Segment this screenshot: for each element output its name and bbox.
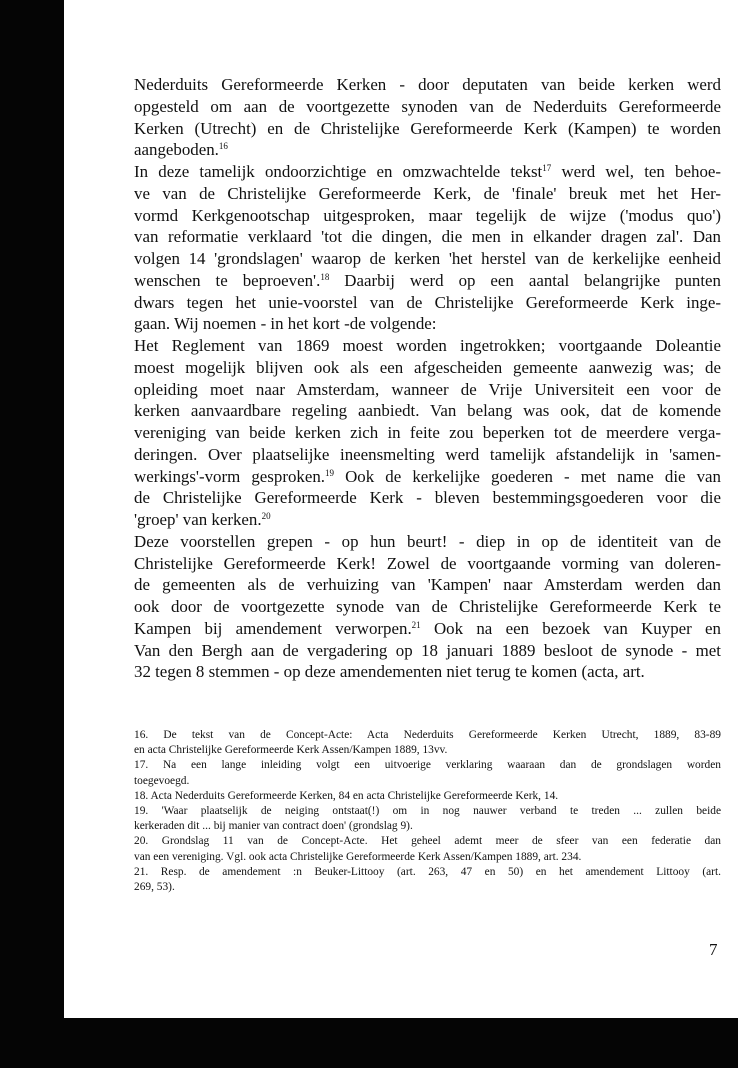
footnote-line: 19. 'Waar plaatselijk de neiging ontstaat(!) om in nog nauwer verband te treden ... zullen beide: [134, 804, 721, 817]
footnote-ref: 21: [411, 619, 421, 630]
footnote-line: van een vereniging. Vgl. ook acta Christelijke Gereformeerde Kerk Assen/Kampen 1889, art. 234.: [134, 850, 582, 863]
body-line: dwars tegen het unie-voorstel van de Christelijke Gereformeerde Kerk inge-: [134, 292, 721, 312]
body-line: aangeboden.$^{16}$: [134, 140, 228, 160]
body-line: wenschen te beproeven'.$^{18}$ Daarbij werd op een aantal belangrijke punten: [134, 270, 721, 290]
body-line: Nederduits Gereformeerde Kerken - door deputaten van beide kerken werd: [134, 75, 721, 94]
body-line: ve van de Christelijke Gereformeerde Kerk, de 'finale' breuk met het Her-: [134, 183, 721, 203]
body-line: moest mogelijk blijven ook als een afgescheiden gemeente aanwezig was; de: [134, 357, 721, 377]
body-line: Kerken (Utrecht) en de Christelijke Gereformeerde Kerk (Kampen) te worden: [134, 118, 721, 138]
footnote-line: 21. Resp. de amendement :n Beuker-Littooy (art. 263, 47 en 50) en het amendement Littooy (art.: [134, 865, 721, 878]
footnote-ref: 16: [218, 141, 228, 152]
body-line: volgen 14 'grondslagen' waarop de kerken 'het herstel van de kerkelijke eenheid: [134, 249, 721, 268]
body-text: [134, 74, 721, 683]
body-line: Deze voorstellen grepen - op hun beurt! - diep in op de identiteit van de: [134, 531, 721, 551]
page-number: 7: [709, 940, 718, 959]
document-page: [64, 0, 738, 1018]
footnote-line: 20. Grondslag 11 van de Concept-Acte. Het geheel ademt meer de sfeer van een federatie dan: [134, 835, 721, 848]
scan-border-left: [0, 0, 64, 1068]
body-line: Christelijke Gereformeerde Kerk! Zowel de voortgaande vorming van doleren-: [134, 553, 721, 573]
footnote-ref: 19: [325, 467, 334, 478]
footnote-line: 17. Na een lange inleiding volgt een uitvoerige verklaring waaraan dan de grondslagen worden: [134, 759, 721, 772]
body-line: vormd Kerkgenootschap uitgesproken, maar tegelijk de wijze ('modus quo'): [134, 205, 721, 225]
footnote-line: 18. Acta Nederduits Gereformeerde Kerken, 84 en acta Christelijke Gereformeerde Kerk, 14.: [134, 789, 559, 802]
body-line: Het Reglement van 1869 moest worden ingetrokken; voortgaande Doleantie: [134, 336, 721, 355]
body-line: 'groep' van kerken.$^{20}$: [134, 510, 271, 529]
body-line: kerken aanvaardbare regeling aanbiedt. Van belang was ook, dat de komende: [134, 401, 721, 421]
body-line: werkings'-vorm gesproken.$^{19}$ Ook de kerkelijke goederen - met name die van: [134, 466, 722, 486]
footnote-line: toegevoegd.: [134, 774, 190, 787]
body-line: gaan. Wij noemen - in het kort -de volgende:: [134, 314, 437, 334]
scan-border-corner: [680, 1018, 738, 1068]
footnote-line: en acta Christelijke Gereformeerde Kerk Assen/Kampen 1889, 13vv.: [134, 744, 448, 757]
body-line: 32 tegen 8 stemmen - op deze amendementen niet terug te komen (acta, art.: [134, 662, 645, 682]
body-line: deringen. Over plaatselijke ineensmelting werd tamelijk afstandelijk in 'samen-: [134, 444, 721, 464]
body-line: Van den Bergh aan de vergadering op 18 januari 1889 besloot de synode - met: [134, 640, 721, 660]
footnote-ref: 20: [261, 511, 271, 521]
body-line: de gemeenten als de verhuizing van 'Kampen' naar Amsterdam werden dan: [134, 575, 721, 595]
footnotes: [134, 728, 721, 895]
footnote-line: 269, 53).: [134, 880, 175, 893]
footnote-line: kerkeraden dit ... bij manier van contract doen' (grondslag 9).: [134, 820, 413, 833]
body-line: vereniging van beide kerken zich in feite zou beperken tot de meerdere verga-: [134, 423, 721, 442]
body-line: de Christelijke Gereformeerde Kerk - bleven bestemmingsgoederen voor die: [134, 488, 721, 508]
footnote-ref: 17: [542, 163, 552, 173]
body-line: In deze tamelijk ondoorzichtige en omzwachtelde tekst$^{17}$ werd wel, ten behoe-: [134, 162, 722, 181]
body-line: van reformatie verklaard 'tot die dingen, die men in elkander dragen zal'. Dan: [134, 227, 721, 247]
footnote-line: 16. De tekst van de Concept-Acte: Acta Nederduits Gereformeerde Kerken Utrecht, 1889, 83-89: [134, 729, 721, 741]
body-line: opleiding moet naar Amsterdam, wanneer de Vrije Universiteit een voor de: [134, 379, 721, 399]
body-line: opgesteld om aan de voortgezette synoden van de Nederduits Gereformeerde: [134, 96, 721, 116]
footnote-ref: 18: [320, 271, 330, 282]
scan-border-bottom: [0, 1018, 738, 1068]
body-line: Kampen bij amendement verworpen.$^{21}$ Ook na een bezoek van Kuyper en: [134, 618, 721, 638]
body-line: ook door de voortgezette synode van de Christelijke Gereformeerde Kerk te: [134, 597, 721, 616]
